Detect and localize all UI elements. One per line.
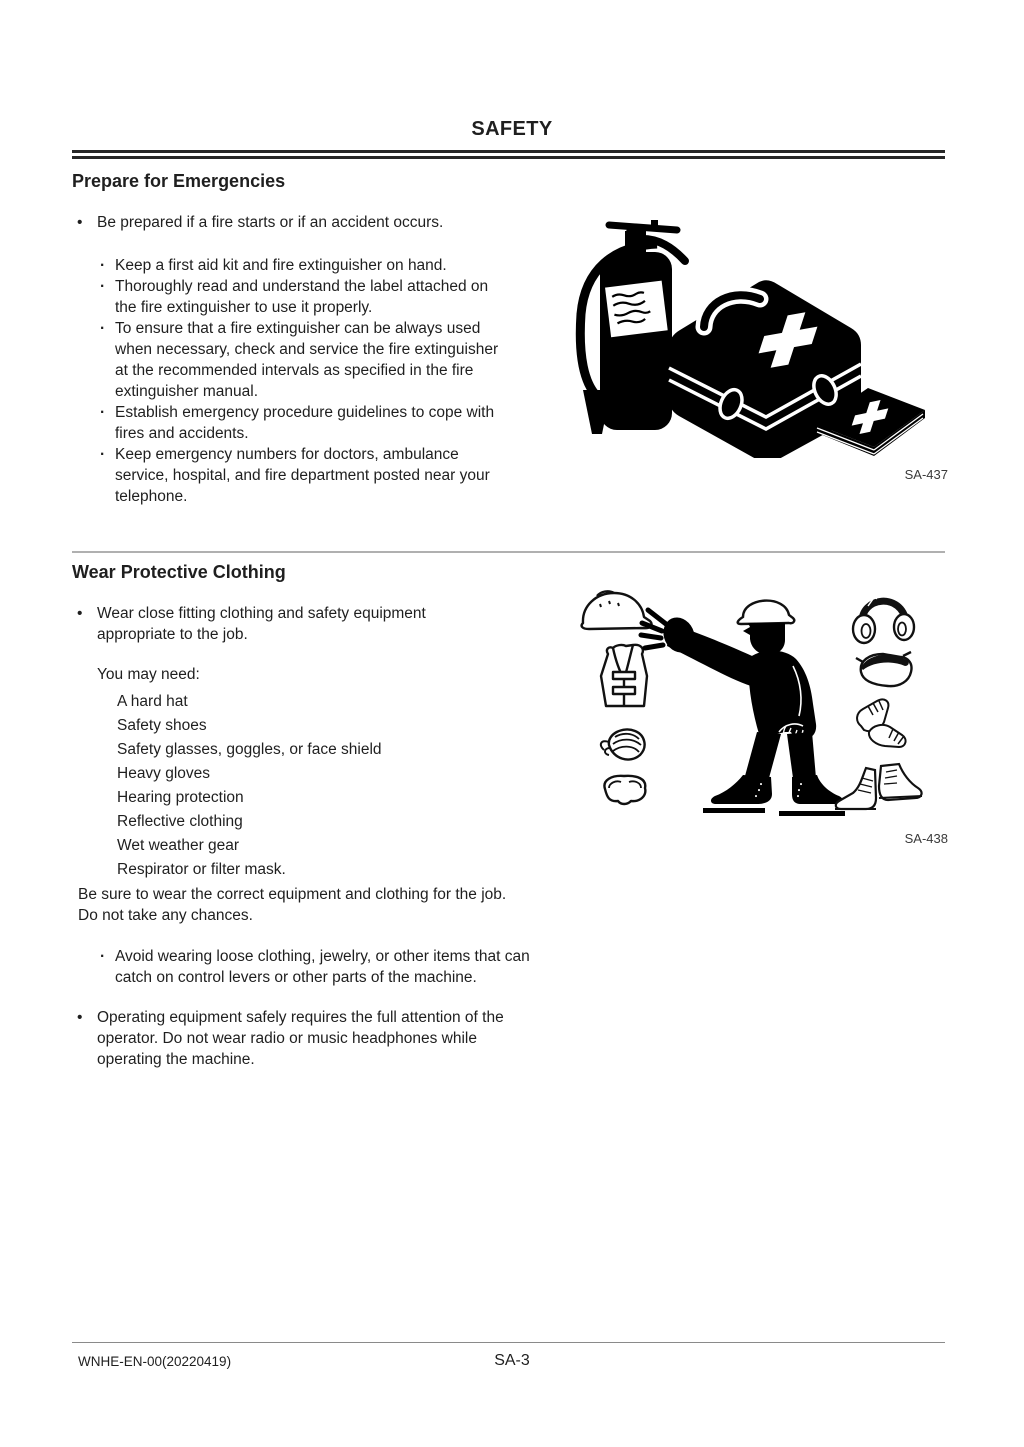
section-wear-protective-clothing: [72, 561, 552, 1070]
bullet-icon: •: [77, 1009, 83, 1026]
safety-vest-icon: [601, 645, 647, 706]
safety-boots-icon: [835, 764, 922, 809]
dot-bullet-icon: ·: [100, 320, 106, 337]
lead-text: Be prepared if a fire starts or if an accident occurs.: [97, 214, 444, 231]
list-item: · Avoid wearing loose clothing, jewelry, or other items that can catch on control levers or other parts of the machine.: [100, 948, 530, 986]
list-item: · Keep a first aid kit and fire extinguisher on hand.: [100, 257, 447, 274]
list-item: [72, 212, 547, 233]
list-item: Heavy gloves: [117, 765, 211, 782]
list-item: • Operating equipment safely requires the full attention of the operator. Do not wear radio or music headphones while operating the machine.: [72, 1007, 552, 1070]
sub-bullet-list: [72, 255, 547, 507]
figure-label: SA-437: [904, 467, 948, 482]
dot-bullet-icon: ·: [100, 257, 106, 274]
protective-clothing-illustration: [563, 582, 950, 822]
lead-text: Wear close fitting clothing and safety equipment appropriate to the job.: [97, 605, 426, 643]
footer-rule: [72, 1342, 945, 1343]
bullet-icon: •: [77, 214, 83, 231]
list-item: · To ensure that a fire extinguisher can be always used when necessary, check and service the fire extinguisher at the recommended intervals as specified in the fire extinguisher manual.: [100, 320, 499, 400]
list-item: · Thoroughly read and understand the label attached on the fire extinguisher to use it properly.: [100, 278, 489, 316]
footer-doc-code: WNHE-EN-00(20220419): [78, 1354, 232, 1369]
list-item: · Establish emergency procedure guidelines to cope with fires and accidents.: [100, 404, 495, 442]
need-list: [72, 690, 552, 882]
list-item: Safety shoes: [117, 717, 207, 734]
figure-first-aid-equipment: [563, 218, 950, 482]
section-prepare-for-emergencies: [72, 170, 547, 507]
list-item: A hard hat: [117, 693, 188, 710]
first-aid-equipment-illustration: [563, 218, 950, 458]
face-shield-icon: [856, 652, 912, 686]
header-double-rule: [72, 150, 945, 159]
figure-label: SA-438: [904, 831, 948, 846]
list-item: Safety glasses, goggles, or face shield: [117, 741, 382, 758]
section-title: Prepare for Emergencies: [72, 171, 286, 191]
dot-bullet-icon: ·: [100, 948, 106, 965]
page-title: SAFETY: [471, 118, 553, 140]
dot-bullet-icon: ·: [100, 278, 106, 295]
bullet-icon: •: [77, 605, 83, 622]
earmuffs-icon: [853, 590, 914, 643]
worker-icon: [641, 601, 845, 816]
list-item: Reflective clothing: [117, 813, 243, 830]
goggles-icon: [604, 776, 645, 804]
note-text: Be sure to wear the correct equipment and clothing for the job. Do not take any chances.: [78, 886, 507, 924]
figure-protective-clothing: [563, 582, 950, 846]
list-item: [72, 603, 552, 645]
dot-bullet-icon: ·: [100, 446, 106, 463]
list-item: Wet weather gear: [117, 837, 240, 854]
footer-page-number: SA-3: [494, 1352, 530, 1369]
section-divider: [72, 551, 945, 553]
list-item: Respirator or filter mask.: [117, 861, 286, 878]
section-title: Wear Protective Clothing: [72, 562, 286, 582]
gloves-icon: [857, 699, 905, 747]
dot-bullet-icon: ·: [100, 404, 106, 421]
list-item: · Keep emergency numbers for doctors, ambulance service, hospital, and fire department posted near your telephone.: [100, 446, 490, 505]
respirator-icon: [601, 729, 645, 759]
list-item: Hearing protection: [117, 789, 244, 806]
need-intro: You may need:: [97, 666, 200, 683]
